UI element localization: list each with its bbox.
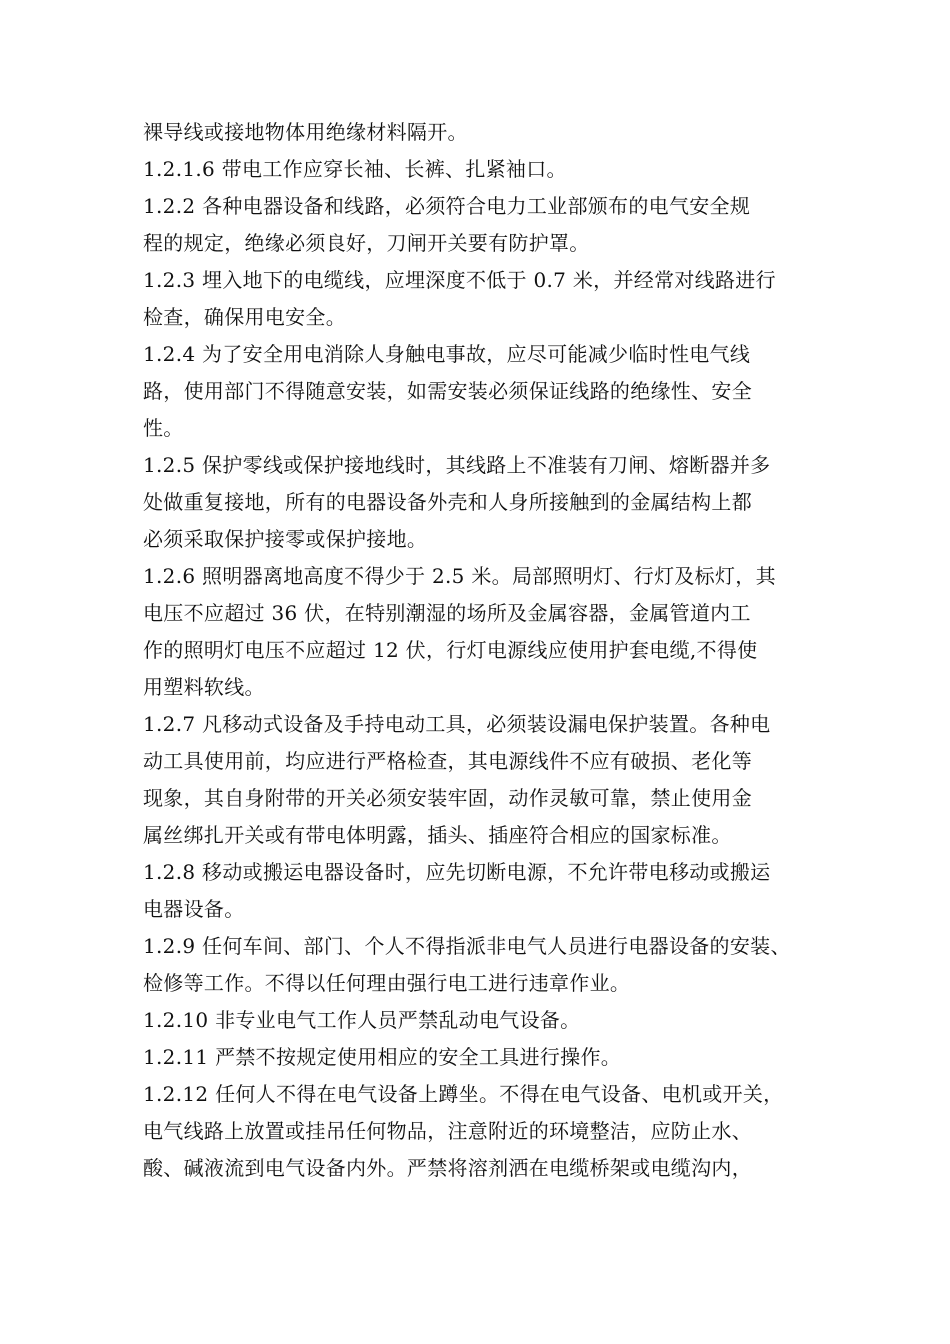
paragraph [143,188,833,262]
paragraph-line: 电气线路上放置或挂吊任何物品，注意附近的环境整洁，应防止水、 [143,1119,752,1143]
paragraph [143,1076,833,1187]
paragraph-line: 酸、碱液流到电气设备内外。严禁将溶剂洒在电缆桥架或电缆沟内， [143,1156,752,1180]
paragraph-line: 属丝绑扎开关或有带电体明露，插头、插座符合相应的国家标准。 [143,823,732,847]
paragraph-line: 动工具使用前，均应进行严格检查，其电源线件不应有破损、老化等 [143,749,752,773]
paragraph-line: 电压不应超过 36 伏，在特别潮湿的场所及金属容器，金属管道内工 [143,601,751,625]
paragraph-line: 必须采取保护接零或保护接地。 [143,527,428,551]
paragraph-line: 裸导线或接地物体用绝缘材料隔开。 [143,120,468,144]
paragraph-line: 1.2.3 埋入地下的电缆线，应埋深度不低于 0.7 米，并经常对线路进行 [143,268,776,292]
paragraph [143,928,833,1002]
paragraph [143,1002,833,1039]
paragraph-line: 作的照明灯电压不应超过 12 伏，行灯电源线应使用护套电缆,不得使 [143,638,758,662]
paragraph-line: 性。 [143,416,184,440]
document-body [143,114,833,1187]
paragraph [143,706,833,854]
paragraph-line: 1.2.11 严禁不按规定使用相应的安全工具进行操作。 [143,1045,622,1069]
paragraph [143,114,833,151]
paragraph-line: 电器设备。 [143,897,245,921]
paragraph-line: 检修等工作。不得以任何理由强行电工进行违章作业。 [143,971,631,995]
paragraph-line: 用塑料软线。 [143,675,265,699]
paragraph-line: 1.2.5 保护零线或保护接地线时，其线路上不准装有刀闸、熔断器并多 [143,453,771,477]
paragraph-line: 1.2.10 非专业电气工作人员严禁乱动电气设备。 [143,1008,581,1032]
paragraph-line: 1.2.9 任何车间、部门、个人不得指派非电气人员进行电器设备的安装、 [143,934,791,958]
paragraph [143,447,833,558]
paragraph [143,558,833,706]
paragraph [143,854,833,928]
paragraph [143,1039,833,1076]
paragraph-line: 1.2.8 移动或搬运电器设备时，应先切断电源，不允许带电移动或搬运 [143,860,771,884]
paragraph-line: 路，使用部门不得随意安装，如需安装必须保证线路的绝缘性、安全 [143,379,752,403]
paragraph [143,336,833,447]
paragraph-line: 1.2.12 任何人不得在电气设备上蹲坐。不得在电气设备、电机或开关， [143,1082,784,1106]
paragraph-line: 处做重复接地，所有的电器设备外壳和人身所接触到的金属结构上都 [143,490,752,514]
paragraph-line: 程的规定，绝缘必须良好，刀闸开关要有防护罩。 [143,231,590,255]
paragraph-line: 1.2.1.6 带电工作应穿长袖、长裤、扎紧袖口。 [143,157,567,181]
paragraph-line: 1.2.4 为了安全用电消除人身触电事故，应尽可能减少临时性电气线 [143,342,751,366]
paragraph-line: 检查，确保用电安全。 [143,305,346,329]
paragraph [143,262,833,336]
paragraph-line: 1.2.2 各种电器设备和线路，必须符合电力工业部颁布的电气安全规 [143,194,751,218]
paragraph-line: 1.2.6 照明器离地高度不得少于 2.5 米。局部照明灯、行灯及标灯，其 [143,564,776,588]
paragraph-line: 现象，其自身附带的开关必须安装牢固，动作灵敏可靠，禁止使用金 [143,786,752,810]
paragraph [143,151,833,188]
paragraph-line: 1.2.7 凡移动式设备及手持电动工具，必须装设漏电保护装置。各种电 [143,712,771,736]
